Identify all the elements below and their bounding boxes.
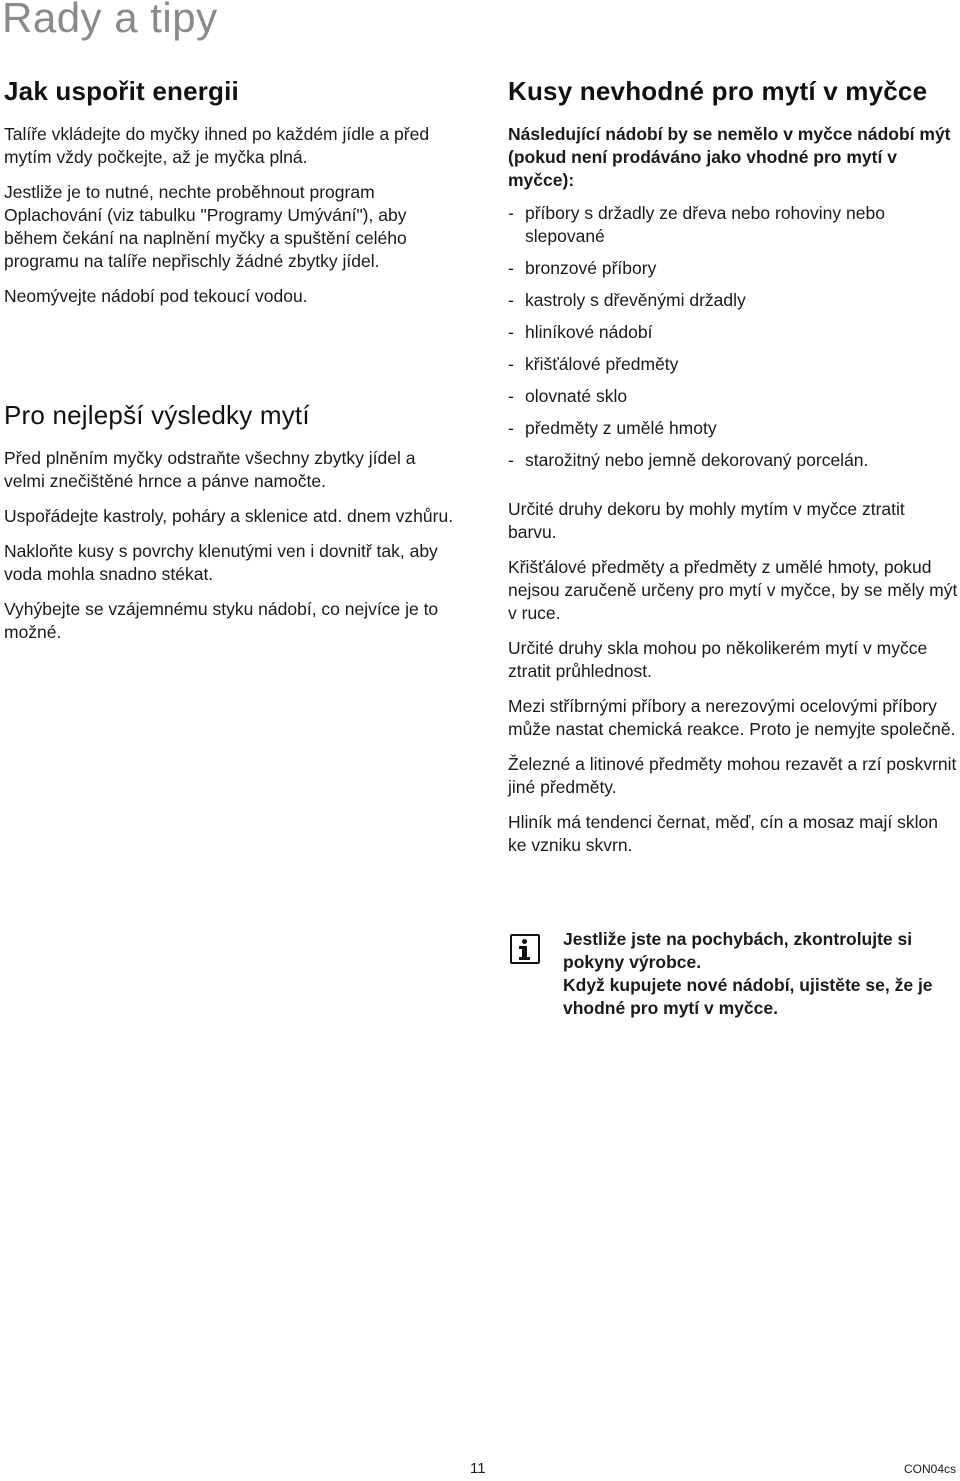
results-tip-3: Nakloňte kusy s povrchy klenutými ven i dovnitř tak, aby voda mohla snadno stékat.	[4, 541, 438, 584]
list-item: - předměty z umělé hmoty	[508, 417, 958, 440]
note-4: Mezi stříbrnými příbory a nerezovými ocelovými příbory může nastat chemická reakce. Proto je nemyjte společně.	[508, 696, 956, 739]
document-code: CON04cs	[903, 1462, 956, 1476]
unsuitable-items-heading: Kusy nevhodné pro mytí v myčce	[508, 76, 928, 106]
note-1: Určité druhy dekoru by mohly mytím v myčce ztratit barvu.	[508, 499, 905, 542]
energy-tip-1: Talíře vkládejte do myčky ihned po každém jídle a před mytím vždy počkejte, až je myčka plná.	[4, 124, 430, 167]
info-box	[508, 928, 960, 1020]
energy-tip-3: Neomývejte nádobí pod tekoucí vodou.	[4, 286, 308, 306]
results-tip-2: Uspořádejte kastroly, poháry a sklenice atd. dnem vzhůru.	[4, 506, 454, 526]
list-item: - příbory s držadly ze dřeva nebo rohoviny nebo slepované	[508, 202, 958, 248]
list-item: - starožitný nebo jemně dekorovaný porcelán.	[508, 449, 958, 472]
note-2: Křišťálové předměty a předměty z umělé hmoty, pokud nejsou zaručeně určeny pro mytí v myčce, by se měly mýt v ruce.	[508, 557, 958, 623]
best-results-heading: Pro nejlepší výsledky mytí	[4, 400, 310, 430]
note-5: Železné a litinové předměty mohou rezavět a rzí poskvrnit jiné předměty.	[508, 754, 957, 797]
unsuitable-intro: Následující nádobí by se nemělo v myčce nádobí mýt (pokud není prodáváno jako vhodné pro mytí v myčce):	[508, 124, 951, 190]
list-item: - hliníkové nádobí	[508, 321, 958, 344]
list-item: - olovnaté sklo	[508, 385, 958, 408]
list-item: - kastroly s dřevěnými držadly	[508, 289, 958, 312]
note-3: Určité druhy skla mohou po několikerém mytí v myčce ztratit průhlednost.	[508, 638, 928, 681]
results-tip-1: Před plněním myčky odstraňte všechny zbytky jídel a velmi znečištěné hrnce a pánve namočte.	[4, 448, 416, 491]
page-number: 11	[470, 1460, 486, 1477]
list-item: - bronzové příbory	[508, 257, 958, 280]
info-icon	[510, 934, 540, 964]
left-column	[4, 76, 459, 644]
energy-saving-heading: Jak uspořit energii	[4, 76, 239, 106]
right-column	[508, 76, 958, 857]
unsuitable-list	[508, 202, 958, 472]
results-tip-4: Vyhýbejte se vzájemnému styku nádobí, co nejvíce je to možné.	[4, 599, 439, 642]
page-title: Rady a tipy	[2, 0, 218, 41]
info-line-1: Jestliže jste na pochybách, zkontrolujte si pokyny výrobce.	[563, 929, 913, 972]
energy-tip-2: Jestliže je to nutné, nechte proběhnout program Oplachování (viz tabulku "Programy Umývání"), aby během čekání na naplnění myčky a spuštění celého programu na talíře nepřischly žádné zbytky jídel.	[4, 182, 407, 271]
list-item: - křišťálové předměty	[508, 353, 958, 376]
note-6: Hliník má tendenci černat, měď, cín a mosaz mají sklon ke vzniku skvrn.	[508, 812, 938, 855]
info-line-2: Když kupujete nové nádobí, ujistěte se, že je vhodné pro mytí v myčce.	[563, 975, 933, 1018]
